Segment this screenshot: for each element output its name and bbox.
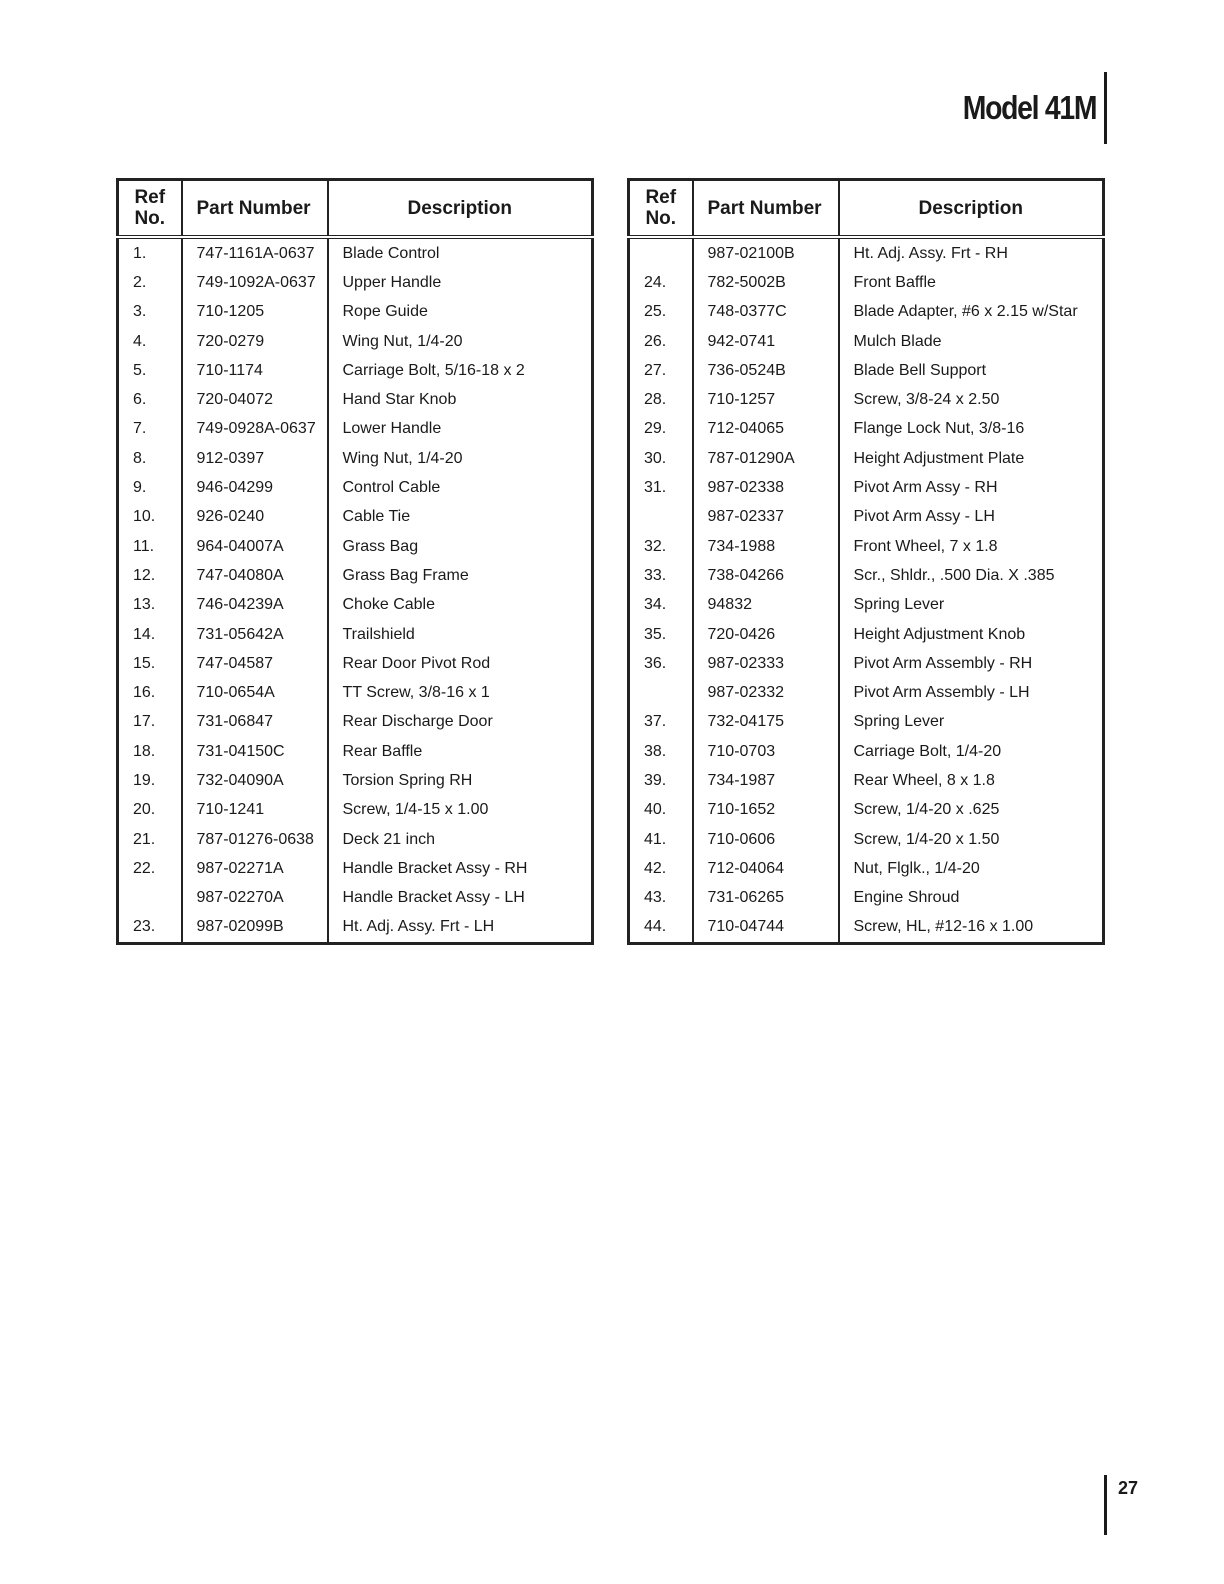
part-number-cell: 731-06847 <box>182 708 328 737</box>
table-row <box>629 737 1104 766</box>
description-header: Description <box>328 180 593 238</box>
part-number-cell: 787-01276-0638 <box>182 825 328 854</box>
description-cell: Trailshield <box>328 620 593 649</box>
description-header: Description <box>839 180 1104 238</box>
description-cell: Carriage Bolt, 1/4-20 <box>839 737 1104 766</box>
part-number-cell: 734-1987 <box>693 766 839 795</box>
description-cell: Pivot Arm Assy - LH <box>839 503 1104 532</box>
part-number-cell: 747-1161A-0637 <box>182 237 328 268</box>
part-number-cell: 748-0377C <box>693 298 839 327</box>
part-number-cell: 731-06265 <box>693 884 839 913</box>
parts-table-right-body <box>629 237 1104 944</box>
ref-cell: 30. <box>629 444 693 473</box>
description-cell: Grass Bag <box>328 532 593 561</box>
description-cell: Rear Discharge Door <box>328 708 593 737</box>
description-cell: Ht. Adj. Assy. Frt - RH <box>839 237 1104 268</box>
part-number-header: Part Number <box>182 180 328 238</box>
description-cell: Rear Door Pivot Rod <box>328 649 593 678</box>
table-row <box>118 237 593 268</box>
table-row <box>629 237 1104 268</box>
part-number-cell: 987-02332 <box>693 678 839 707</box>
description-cell: Deck 21 inch <box>328 825 593 854</box>
table-row <box>629 268 1104 297</box>
part-number-cell: 787-01290A <box>693 444 839 473</box>
ref-cell: 8. <box>118 444 182 473</box>
table-row <box>629 796 1104 825</box>
part-number-cell: 712-04064 <box>693 854 839 883</box>
page-number: 27 <box>1118 1478 1139 1498</box>
table-row <box>629 649 1104 678</box>
ref-cell: 33. <box>629 561 693 590</box>
description-cell: Screw, HL, #12-16 x 1.00 <box>839 913 1104 944</box>
description-cell: Rear Wheel, 8 x 1.8 <box>839 766 1104 795</box>
table-row <box>629 356 1104 385</box>
table-row <box>118 561 593 590</box>
table-row <box>629 884 1104 913</box>
table-row <box>629 532 1104 561</box>
part-number-cell: 964-04007A <box>182 532 328 561</box>
part-number-cell: 987-02338 <box>693 473 839 502</box>
part-number-cell: 734-1988 <box>693 532 839 561</box>
table-row <box>629 385 1104 414</box>
table-row <box>118 737 593 766</box>
ref-cell: 44. <box>629 913 693 944</box>
table-row <box>629 766 1104 795</box>
ref-cell: 21. <box>118 825 182 854</box>
table-header-row <box>629 180 1104 238</box>
part-number-cell: 710-04744 <box>693 913 839 944</box>
table-row <box>629 708 1104 737</box>
ref-cell: 13. <box>118 591 182 620</box>
ref-cell: 7. <box>118 415 182 444</box>
ref-cell: 22. <box>118 854 182 883</box>
part-number-cell: 987-02270A <box>182 884 328 913</box>
description-cell: Rope Guide <box>328 298 593 327</box>
ref-no-header: Ref No. <box>118 180 182 238</box>
part-number-cell: 946-04299 <box>182 473 328 502</box>
table-row <box>118 356 593 385</box>
part-number-cell: 987-02337 <box>693 503 839 532</box>
ref-cell <box>629 503 693 532</box>
part-number-cell: 710-1205 <box>182 298 328 327</box>
part-number-cell: 987-02099B <box>182 913 328 944</box>
description-cell: Spring Lever <box>839 708 1104 737</box>
table-row <box>118 532 593 561</box>
description-cell: Front Wheel, 7 x 1.8 <box>839 532 1104 561</box>
ref-cell: 38. <box>629 737 693 766</box>
part-number-cell: 926-0240 <box>182 503 328 532</box>
parts-table-left-body <box>118 237 593 944</box>
description-cell: Ht. Adj. Assy. Frt - LH <box>328 913 593 944</box>
part-number-cell: 720-0279 <box>182 327 328 356</box>
ref-cell: 14. <box>118 620 182 649</box>
part-number-cell: 710-0654A <box>182 678 328 707</box>
part-number-cell: 732-04090A <box>182 766 328 795</box>
description-cell: Control Cable <box>328 473 593 502</box>
description-cell: Torsion Spring RH <box>328 766 593 795</box>
page-title: Model 41M <box>962 89 1096 126</box>
description-cell: Cable Tie <box>328 503 593 532</box>
ref-cell: 20. <box>118 796 182 825</box>
description-cell: Choke Cable <box>328 591 593 620</box>
description-cell: Pivot Arm Assembly - LH <box>839 678 1104 707</box>
ref-cell: 23. <box>118 913 182 944</box>
table-row <box>629 327 1104 356</box>
table-row <box>118 298 593 327</box>
ref-cell: 10. <box>118 503 182 532</box>
table-row <box>118 385 593 414</box>
part-number-cell: 720-0426 <box>693 620 839 649</box>
part-number-cell: 710-1241 <box>182 796 328 825</box>
table-row <box>629 503 1104 532</box>
ref-cell: 2. <box>118 268 182 297</box>
part-number-cell: 747-04080A <box>182 561 328 590</box>
part-number-cell: 710-1174 <box>182 356 328 385</box>
table-row <box>118 503 593 532</box>
description-cell: Carriage Bolt, 5/16-18 x 2 <box>328 356 593 385</box>
ref-cell: 29. <box>629 415 693 444</box>
part-number-cell: 710-0606 <box>693 825 839 854</box>
ref-no-header: Ref No. <box>629 180 693 238</box>
part-number-cell: 710-0703 <box>693 737 839 766</box>
ref-cell: 11. <box>118 532 182 561</box>
table-row <box>118 444 593 473</box>
table-row <box>118 913 593 944</box>
table-row <box>118 268 593 297</box>
description-cell: Nut, Flglk., 1/4-20 <box>839 854 1104 883</box>
description-cell: Height Adjustment Knob <box>839 620 1104 649</box>
part-number-cell: 747-04587 <box>182 649 328 678</box>
table-row <box>629 473 1104 502</box>
table-row <box>118 796 593 825</box>
description-cell: Rear Baffle <box>328 737 593 766</box>
ref-cell: 26. <box>629 327 693 356</box>
ref-cell: 24. <box>629 268 693 297</box>
part-number-cell: 732-04175 <box>693 708 839 737</box>
table-row <box>118 415 593 444</box>
ref-cell: 36. <box>629 649 693 678</box>
parts-table-right <box>627 178 1105 945</box>
ref-cell: 27. <box>629 356 693 385</box>
ref-cell: 16. <box>118 678 182 707</box>
description-cell: Screw, 1/4-20 x .625 <box>839 796 1104 825</box>
ref-cell: 5. <box>118 356 182 385</box>
table-row <box>629 620 1104 649</box>
ref-cell: 41. <box>629 825 693 854</box>
ref-cell: 15. <box>118 649 182 678</box>
part-number-header: Part Number <box>693 180 839 238</box>
ref-cell: 6. <box>118 385 182 414</box>
part-number-cell: 720-04072 <box>182 385 328 414</box>
title-divider <box>1104 72 1107 144</box>
ref-cell: 4. <box>118 327 182 356</box>
table-row <box>629 913 1104 944</box>
ref-cell: 18. <box>118 737 182 766</box>
description-cell: Height Adjustment Plate <box>839 444 1104 473</box>
ref-cell: 43. <box>629 884 693 913</box>
ref-cell: 35. <box>629 620 693 649</box>
parts-table-left <box>116 178 594 945</box>
part-number-cell: 912-0397 <box>182 444 328 473</box>
table-header-row <box>118 180 593 238</box>
ref-cell: 19. <box>118 766 182 795</box>
table-row <box>629 561 1104 590</box>
ref-cell: 37. <box>629 708 693 737</box>
description-cell: Wing Nut, 1/4-20 <box>328 444 593 473</box>
table-row <box>629 678 1104 707</box>
part-number-cell: 736-0524B <box>693 356 839 385</box>
ref-cell <box>629 678 693 707</box>
part-number-cell: 731-05642A <box>182 620 328 649</box>
ref-cell: 1. <box>118 237 182 268</box>
part-number-cell: 712-04065 <box>693 415 839 444</box>
table-row <box>118 708 593 737</box>
ref-cell <box>118 884 182 913</box>
description-cell: Blade Control <box>328 237 593 268</box>
part-number-cell: 749-0928A-0637 <box>182 415 328 444</box>
ref-cell: 28. <box>629 385 693 414</box>
description-cell: Handle Bracket Assy - LH <box>328 884 593 913</box>
table-row <box>118 473 593 502</box>
table-row <box>629 825 1104 854</box>
description-cell: Lower Handle <box>328 415 593 444</box>
ref-cell: 17. <box>118 708 182 737</box>
table-row <box>118 678 593 707</box>
ref-cell: 12. <box>118 561 182 590</box>
table-row <box>629 591 1104 620</box>
description-cell: Screw, 1/4-15 x 1.00 <box>328 796 593 825</box>
description-cell: Wing Nut, 1/4-20 <box>328 327 593 356</box>
part-number-cell: 942-0741 <box>693 327 839 356</box>
description-cell: Handle Bracket Assy - RH <box>328 854 593 883</box>
table-row <box>118 649 593 678</box>
description-cell: Flange Lock Nut, 3/8-16 <box>839 415 1104 444</box>
part-number-cell: 987-02271A <box>182 854 328 883</box>
table-row <box>118 766 593 795</box>
part-number-cell: 731-04150C <box>182 737 328 766</box>
ref-cell: 40. <box>629 796 693 825</box>
part-number-cell: 738-04266 <box>693 561 839 590</box>
part-number-cell: 987-02100B <box>693 237 839 268</box>
ref-cell: 32. <box>629 532 693 561</box>
ref-cell: 31. <box>629 473 693 502</box>
description-cell: Mulch Blade <box>839 327 1104 356</box>
description-cell: Pivot Arm Assembly - RH <box>839 649 1104 678</box>
description-cell: TT Screw, 3/8-16 x 1 <box>328 678 593 707</box>
description-cell: Front Baffle <box>839 268 1104 297</box>
description-cell: Screw, 1/4-20 x 1.50 <box>839 825 1104 854</box>
part-number-cell: 746-04239A <box>182 591 328 620</box>
table-row <box>118 854 593 883</box>
ref-cell: 3. <box>118 298 182 327</box>
description-cell: Hand Star Knob <box>328 385 593 414</box>
table-row <box>118 884 593 913</box>
page-number-divider <box>1104 1475 1107 1535</box>
ref-cell: 34. <box>629 591 693 620</box>
table-row <box>118 327 593 356</box>
table-row <box>118 591 593 620</box>
table-row <box>118 825 593 854</box>
table-row <box>629 854 1104 883</box>
description-cell: Screw, 3/8-24 x 2.50 <box>839 385 1104 414</box>
part-number-cell: 710-1257 <box>693 385 839 414</box>
description-cell: Upper Handle <box>328 268 593 297</box>
ref-cell: 25. <box>629 298 693 327</box>
part-number-cell: 710-1652 <box>693 796 839 825</box>
part-number-cell: 782-5002B <box>693 268 839 297</box>
part-number-cell: 94832 <box>693 591 839 620</box>
description-cell: Blade Bell Support <box>839 356 1104 385</box>
description-cell: Pivot Arm Assy - RH <box>839 473 1104 502</box>
table-row <box>118 620 593 649</box>
table-row <box>629 298 1104 327</box>
description-cell: Engine Shroud <box>839 884 1104 913</box>
description-cell: Blade Adapter, #6 x 2.15 w/Star <box>839 298 1104 327</box>
description-cell: Scr., Shldr., .500 Dia. X .385 <box>839 561 1104 590</box>
table-row <box>629 415 1104 444</box>
part-number-cell: 749-1092A-0637 <box>182 268 328 297</box>
ref-cell <box>629 237 693 268</box>
ref-cell: 42. <box>629 854 693 883</box>
ref-cell: 9. <box>118 473 182 502</box>
ref-cell: 39. <box>629 766 693 795</box>
description-cell: Spring Lever <box>839 591 1104 620</box>
description-cell: Grass Bag Frame <box>328 561 593 590</box>
part-number-cell: 987-02333 <box>693 649 839 678</box>
table-row <box>629 444 1104 473</box>
